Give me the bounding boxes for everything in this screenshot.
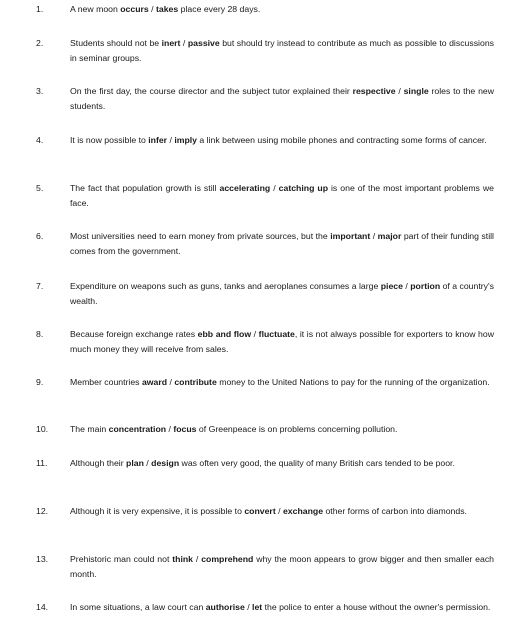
sentence-text: / xyxy=(270,183,279,193)
sentence-text: / xyxy=(275,506,283,516)
item-number: 9. xyxy=(36,377,44,387)
item-sentence xyxy=(70,504,494,519)
sentence-text: Because foreign exchange rates xyxy=(70,329,198,339)
word-choice: infer xyxy=(148,135,168,145)
word-choice: piece xyxy=(380,281,403,291)
item-sentence xyxy=(70,375,494,390)
item-sentence xyxy=(70,552,494,582)
item-number: 8. xyxy=(36,329,44,339)
sentence-text: was often very good, the quality of many British cars tended to be poor. xyxy=(179,458,455,468)
sentence-text: money to the United Nations to pay for the running of the organization. xyxy=(216,377,490,387)
sentence-text: roles to the new students. xyxy=(70,86,495,111)
sentence-text: Expenditure on weapons such as guns, tanks and aeroplanes consumes a large xyxy=(70,281,381,291)
item-number: 3. xyxy=(36,86,44,96)
sentence-text: / xyxy=(166,424,174,434)
sentence-text: place every 28 days. xyxy=(178,4,261,14)
word-choice: let xyxy=(252,602,263,612)
sentence-text: The main xyxy=(70,424,109,434)
word-choice: takes xyxy=(155,4,179,14)
word-choice: occurs xyxy=(120,4,149,14)
sentence-text: The fact that population growth is still xyxy=(70,183,220,193)
item-number: 4. xyxy=(36,135,44,145)
item-sentence xyxy=(70,600,494,615)
sentence-text: / xyxy=(193,554,202,564)
sentence-text: / xyxy=(370,231,378,241)
item-sentence xyxy=(70,327,494,357)
word-choice: focus xyxy=(173,424,197,434)
sentence-text: , it is not always possible for exporters to know how much money they will receive from sales. xyxy=(70,329,494,354)
sentence-text: It is now possible to xyxy=(70,135,149,145)
sentence-text: / xyxy=(395,86,404,96)
sentence-text: / xyxy=(251,329,259,339)
item-sentence xyxy=(70,229,494,259)
item-sentence xyxy=(70,279,494,309)
item-sentence xyxy=(70,422,494,437)
sentence-text: Although it is very expensive, it is possible to xyxy=(70,506,245,516)
sentence-text: Member countries xyxy=(70,377,142,387)
item-sentence xyxy=(70,181,494,211)
word-choice: exchange xyxy=(282,506,324,516)
word-choice: comprehend xyxy=(201,554,254,564)
word-choice: ebb and flow xyxy=(197,329,252,339)
word-choice: design xyxy=(151,458,180,468)
item-number: 7. xyxy=(36,281,44,291)
word-choice: catching up xyxy=(278,183,328,193)
word-choice: passive xyxy=(187,38,220,48)
sentence-text: / xyxy=(244,602,253,612)
sentence-text: a link between using mobile phones and contracting some forms of cancer. xyxy=(197,135,487,145)
word-choice: accelerating xyxy=(219,183,271,193)
word-choice: award xyxy=(141,377,168,387)
item-number: 14. xyxy=(36,602,49,612)
sentence-text: Prehistoric man could not xyxy=(70,554,173,564)
item-sentence xyxy=(70,456,494,471)
sentence-text: / xyxy=(402,281,411,291)
sentence-text: part of their funding still comes from the government. xyxy=(70,231,494,256)
word-choice: authorise xyxy=(205,602,245,612)
sentence-text: why the moon appears to grow bigger and then smaller each month. xyxy=(70,554,494,579)
word-choice: important xyxy=(330,231,371,241)
sentence-text: A new moon xyxy=(70,4,121,14)
sentence-text: / xyxy=(180,38,188,48)
sentence-text: / xyxy=(167,377,175,387)
sentence-text: / xyxy=(167,135,175,145)
sentence-text: of Greenpeace is on problems concerning pollution. xyxy=(196,424,398,434)
sentence-text: In some situations, a law court can xyxy=(70,602,206,612)
word-choice: think xyxy=(172,554,194,564)
sentence-text: / xyxy=(148,4,156,14)
sentence-text: / xyxy=(143,458,152,468)
item-number: 5. xyxy=(36,183,44,193)
word-choice: portion xyxy=(410,281,441,291)
sentence-text: Most universities need to earn money from private sources, but the xyxy=(70,231,331,241)
sentence-text: is one of the most important problems we face. xyxy=(70,183,495,208)
word-choice: imply xyxy=(174,135,198,145)
sentence-text: Students should not be xyxy=(70,38,162,48)
sentence-text: but should try instead to contribute as much as possible to discussions in seminar groups. xyxy=(70,38,494,63)
item-sentence xyxy=(70,36,494,66)
sentence-text: the police to enter a house without the owner's permission. xyxy=(262,602,491,612)
item-number: 12. xyxy=(36,506,49,516)
word-choice: fluctuate xyxy=(258,329,295,339)
sentence-text: of a country's wealth. xyxy=(70,281,494,306)
item-number: 10. xyxy=(36,424,49,434)
item-number: 1. xyxy=(36,4,44,14)
word-choice: respective xyxy=(352,86,396,96)
item-number: 11. xyxy=(36,458,48,468)
word-choice: plan xyxy=(126,458,144,468)
sentence-text: Although their xyxy=(70,458,127,468)
sentence-text: other forms of carbon into diamonds. xyxy=(323,506,467,516)
word-choice: contribute xyxy=(174,377,217,387)
sentence-text: On the first day, the course director and the subject tutor explained their xyxy=(70,86,353,96)
item-number: 2. xyxy=(36,38,44,48)
item-sentence xyxy=(70,133,494,148)
word-choice: major xyxy=(377,231,402,241)
word-choice: convert xyxy=(244,506,276,516)
item-sentence xyxy=(70,84,494,114)
word-choice: concentration xyxy=(108,424,167,434)
item-number: 13. xyxy=(36,554,49,564)
word-choice: single xyxy=(403,86,429,96)
word-choice: inert xyxy=(161,38,181,48)
item-sentence xyxy=(70,2,494,17)
item-number: 6. xyxy=(36,231,44,241)
